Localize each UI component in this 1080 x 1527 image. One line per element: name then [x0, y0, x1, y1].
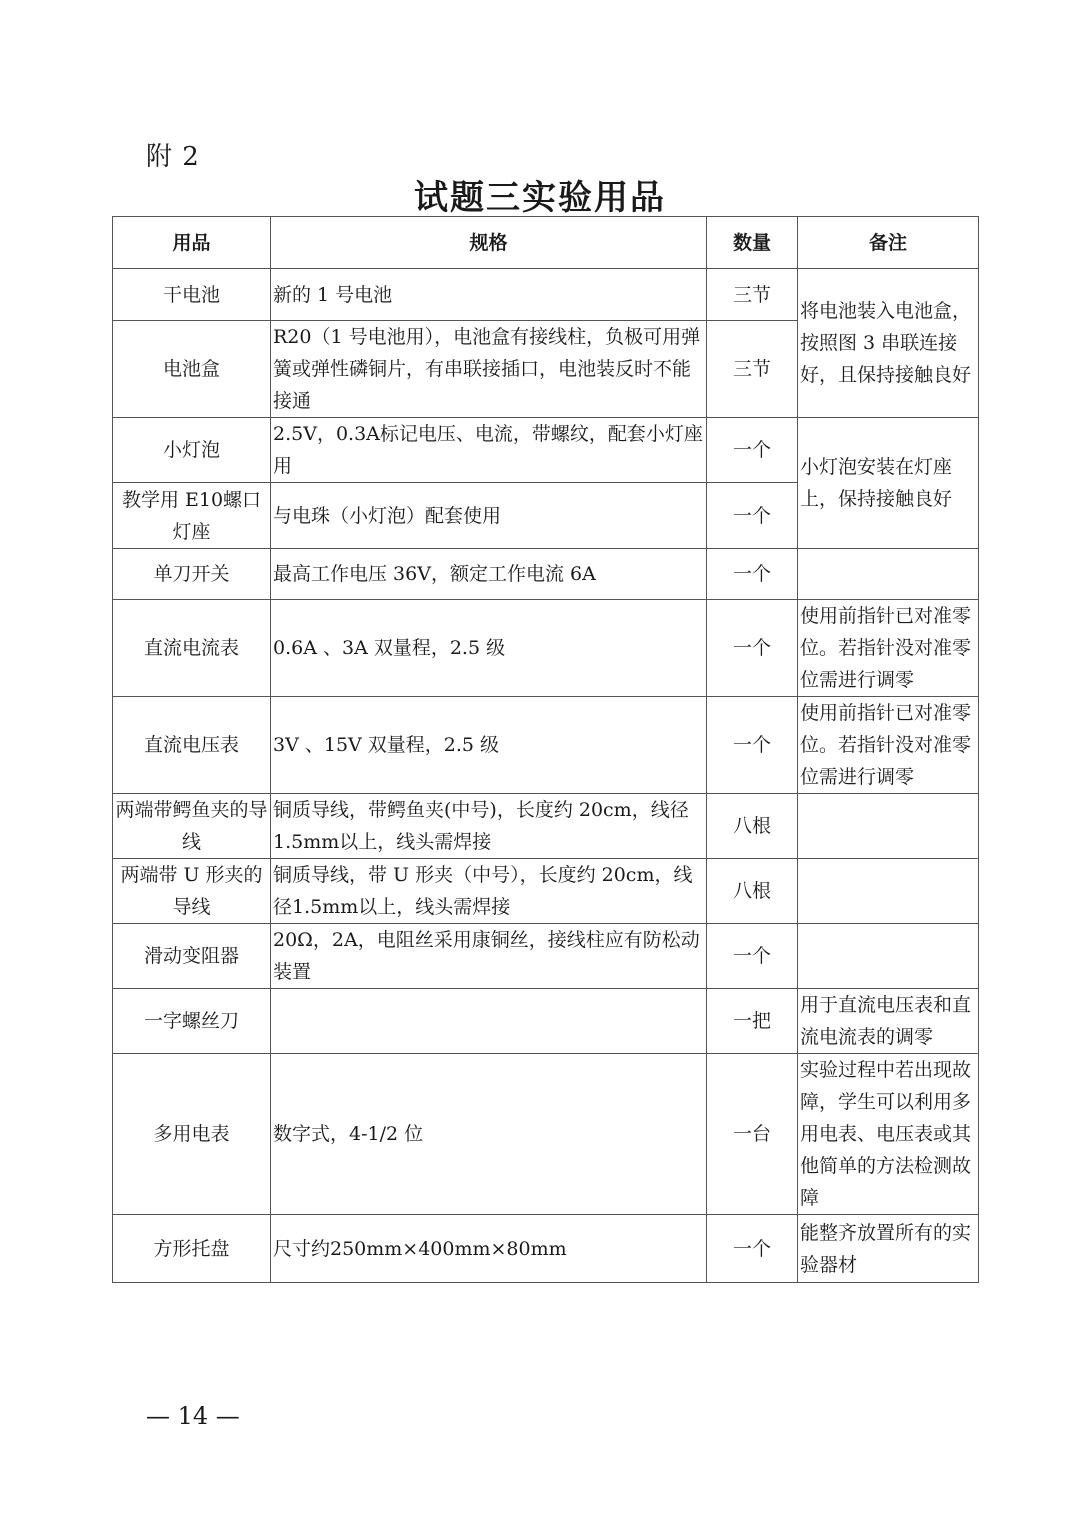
item-spec: 20Ω，2A，电阻丝采用康铜丝，接线柱应有防松动装置 — [271, 924, 707, 989]
item-note — [798, 794, 979, 859]
table-row — [113, 989, 979, 1054]
table-row — [113, 1215, 979, 1283]
item-qty: 一台 — [707, 1054, 798, 1215]
item-qty: 一把 — [707, 989, 798, 1054]
item-note — [798, 924, 979, 989]
item-note: 实验过程中若出现故障，学生可以利用多用电表、电压表或其他简单的方法检测故障 — [798, 1054, 979, 1215]
header-qty: 数量 — [707, 217, 798, 269]
item-spec: 新的 1 号电池 — [271, 269, 707, 321]
annex-label: 附 2 — [146, 142, 200, 172]
page-title: 试题三实验用品 — [414, 178, 666, 218]
table-row — [113, 549, 979, 600]
item-name: 多用电表 — [113, 1054, 271, 1215]
item-qty: 一个 — [707, 549, 798, 600]
item-name: 直流电压表 — [113, 697, 271, 794]
page-number: — 14 — — [146, 1402, 240, 1430]
item-spec: 与电珠（小灯泡）配套使用 — [271, 483, 707, 549]
item-qty: 一个 — [707, 1215, 798, 1283]
header-note: 备注 — [798, 217, 979, 269]
item-qty: 一个 — [707, 600, 798, 697]
item-name: 一字螺丝刀 — [113, 989, 271, 1054]
item-qty: 一个 — [707, 924, 798, 989]
equipment-table — [112, 216, 979, 1283]
item-name: 直流电流表 — [113, 600, 271, 697]
item-spec: 铜质导线，带鳄鱼夹(中号)，长度约 20cm，线径1.5mm以上，线头需焊接 — [271, 794, 707, 859]
item-name: 两端带 U 形夹的导线 — [113, 859, 271, 924]
table-row — [113, 794, 979, 859]
item-qty: 一个 — [707, 697, 798, 794]
item-name: 两端带鳄鱼夹的导线 — [113, 794, 271, 859]
item-spec: 0.6A 、3A 双量程，2.5 级 — [271, 600, 707, 697]
item-note — [798, 549, 979, 600]
item-spec — [271, 989, 707, 1054]
item-spec: 最高工作电压 36V，额定工作电流 6A — [271, 549, 707, 600]
item-note: 将电池装入电池盒，按照图 3 串联连接好，且保持接触良好 — [798, 269, 979, 418]
item-qty: 三节 — [707, 269, 798, 321]
table-row — [113, 418, 979, 483]
item-note: 小灯泡安装在灯座上，保持接触良好 — [798, 418, 979, 549]
table-row — [113, 269, 979, 321]
item-note: 使用前指针已对准零位。若指针没对准零位需进行调零 — [798, 600, 979, 697]
item-spec: 尺寸约250mm×400mm×80mm — [271, 1215, 707, 1283]
item-qty: 八根 — [707, 859, 798, 924]
item-spec: 2.5V，0.3A标记电压、电流，带螺纹，配套小灯座用 — [271, 418, 707, 483]
table-header-row — [113, 217, 979, 269]
item-name: 小灯泡 — [113, 418, 271, 483]
table-row — [113, 1054, 979, 1215]
table-row — [113, 924, 979, 989]
item-name: 单刀开关 — [113, 549, 271, 600]
item-note: 使用前指针已对准零位。若指针没对准零位需进行调零 — [798, 697, 979, 794]
item-spec: R20（1 号电池用），电池盒有接线柱，负极可用弹簧或弹性磷铜片，有串联接插口，电池装反时不能接通 — [271, 321, 707, 418]
table-row — [113, 859, 979, 924]
item-spec: 3V 、15V 双量程，2.5 级 — [271, 697, 707, 794]
item-qty: 一个 — [707, 418, 798, 483]
item-qty: 三节 — [707, 321, 798, 418]
header-spec: 规格 — [271, 217, 707, 269]
table-row — [113, 600, 979, 697]
item-name: 方形托盘 — [113, 1215, 271, 1283]
item-name: 滑动变阻器 — [113, 924, 271, 989]
table-row — [113, 697, 979, 794]
item-name: 电池盒 — [113, 321, 271, 418]
item-note: 能整齐放置所有的实验器材 — [798, 1215, 979, 1283]
item-note: 用于直流电压表和直流电流表的调零 — [798, 989, 979, 1054]
item-spec: 数字式，4-1/2 位 — [271, 1054, 707, 1215]
item-spec: 铜质导线，带 U 形夹（中号），长度约 20cm，线径1.5mm以上，线头需焊接 — [271, 859, 707, 924]
item-name: 干电池 — [113, 269, 271, 321]
header-item: 用品 — [113, 217, 271, 269]
item-qty: 八根 — [707, 794, 798, 859]
item-name: 教学用 E10螺口灯座 — [113, 483, 271, 549]
item-qty: 一个 — [707, 483, 798, 549]
item-note — [798, 859, 979, 924]
